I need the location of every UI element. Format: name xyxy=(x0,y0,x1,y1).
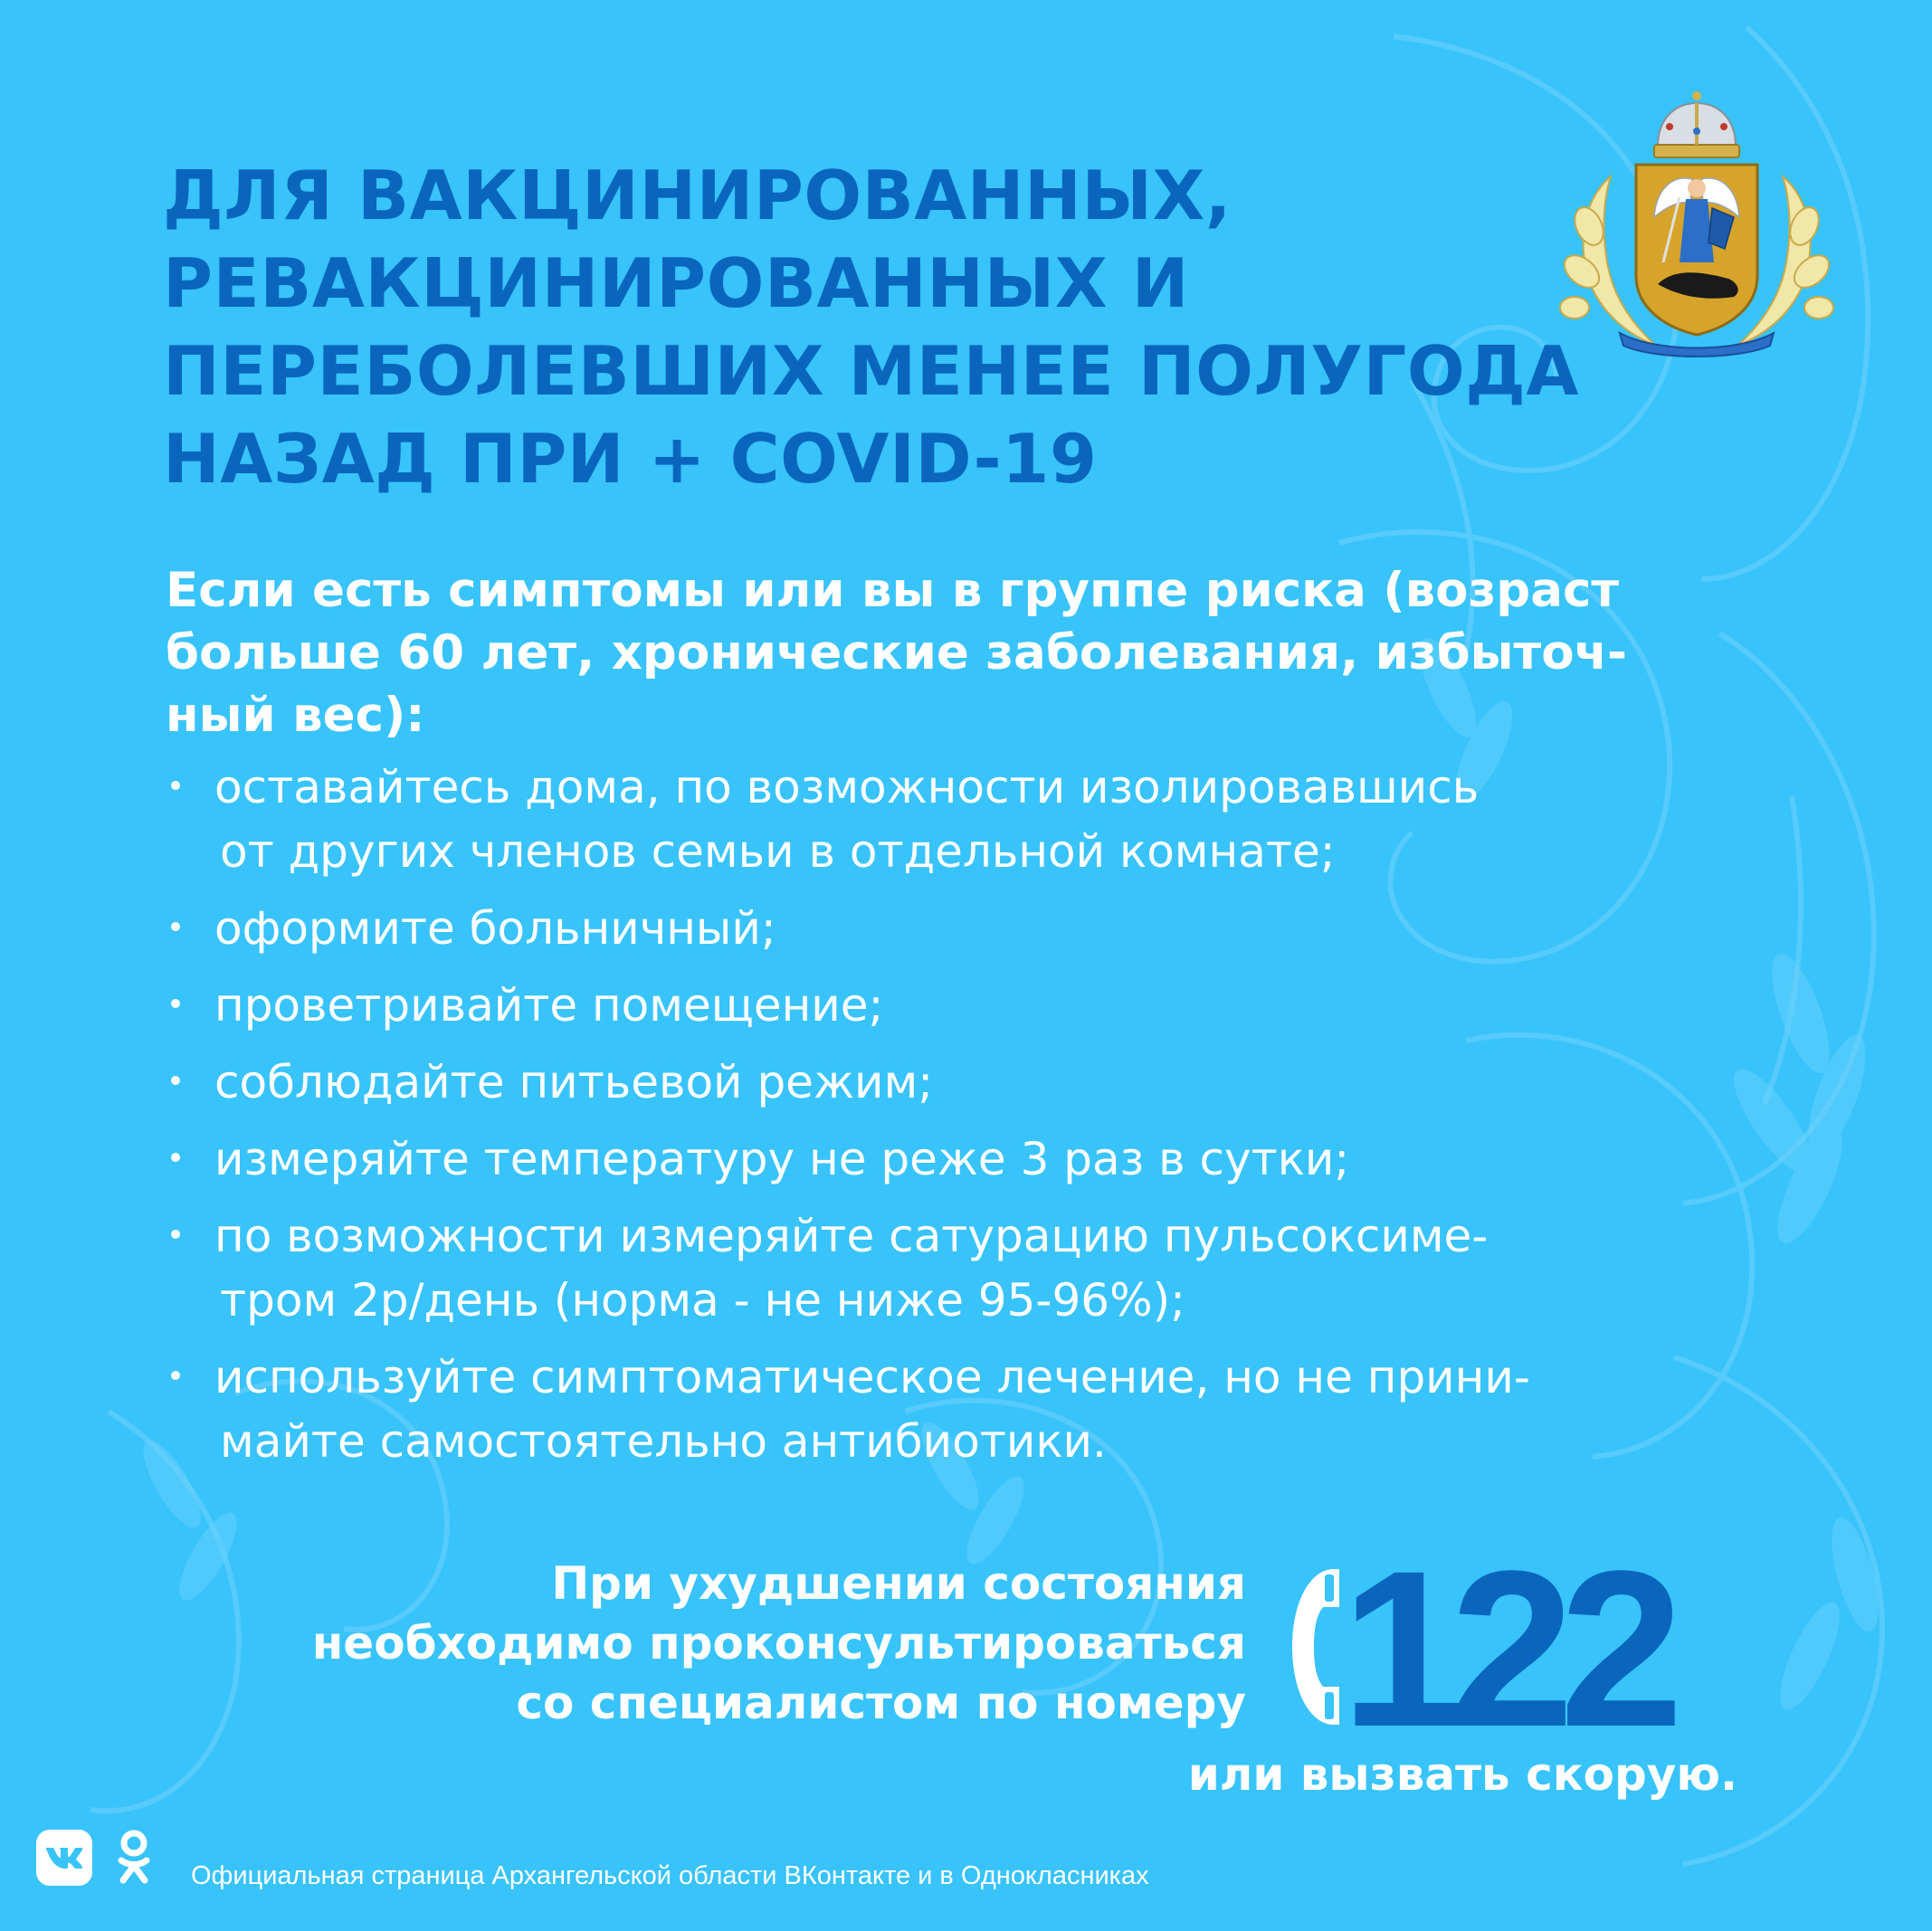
list-item-text: тром 2р/день (норма - не ниже 95-96%); xyxy=(220,1274,1185,1327)
bullet-dot-icon xyxy=(171,1371,180,1380)
consult-line: необходимо проконсультироваться xyxy=(311,1617,1246,1669)
list-item xyxy=(166,1204,1794,1333)
bullet-dot-icon xyxy=(171,1230,180,1239)
list-item-text: измеряйте температуру не реже 3 раз в сутки; xyxy=(214,1133,1350,1185)
vk-icon[interactable] xyxy=(36,1830,92,1886)
title-line: ПЕРЕБОЛЕВШИХ МЕНЕЕ ПОЛУГОДА xyxy=(163,331,1579,411)
bullet-dot-icon xyxy=(171,1076,180,1085)
list-item-text: проветривайте помещение; xyxy=(214,979,884,1032)
list-item xyxy=(166,1346,1794,1474)
list-item-text: по возможности измеряйте сатурацию пульсоксиме- xyxy=(214,1210,1489,1262)
vk-logo-glyph xyxy=(44,1845,84,1870)
bullet-dot-icon xyxy=(171,781,180,790)
list-item-text: от других членов семьи в отдельной комнате; xyxy=(220,825,1336,878)
list-item-text: оставайтесь дома, по возможности изолировавшись xyxy=(214,761,1480,813)
bullet-dot-icon xyxy=(171,1153,180,1162)
hotline-number[interactable]: 122 xyxy=(1341,1525,1670,1774)
recommendations-list xyxy=(166,756,1794,1487)
list-item-text: майте самостоятельно антибиотики. xyxy=(220,1415,1107,1468)
list-item xyxy=(166,1127,1794,1192)
list-item xyxy=(166,1051,1794,1115)
title-line: РЕВАКЦИНИРОВАННЫХ И xyxy=(163,243,1189,323)
consult-line: со специалистом по номеру xyxy=(516,1677,1246,1729)
list-item-text: соблюдайте питьевой режим; xyxy=(214,1056,934,1108)
bullet-dot-icon xyxy=(171,922,180,931)
title-line: ДЛЯ ВАКЦИНИРОВАННЫХ, xyxy=(163,156,1232,235)
arkhangelsk-oblast-coat-of-arms-icon xyxy=(1556,90,1837,362)
list-item-text: оформите больничный; xyxy=(214,902,776,955)
list-item xyxy=(166,974,1794,1038)
title-line: НАЗАД ПРИ + COVID-19 xyxy=(163,419,1098,499)
phone-handset-icon xyxy=(1283,1565,1343,1728)
intro-line: ный вес): xyxy=(166,688,425,743)
list-item xyxy=(166,897,1794,961)
poster-title xyxy=(163,152,1579,503)
risk-group-intro xyxy=(166,559,1722,747)
footer-caption: Официальная страница Архангельской области ВКонтакте и в Однокласниках xyxy=(191,1861,1149,1890)
list-item xyxy=(166,756,1794,884)
intro-line: больше 60 лет, хронические заболевания, избыточ- xyxy=(166,625,1628,680)
social-links xyxy=(36,1830,152,1886)
list-item-text: используйте симптоматическое лечение, но не прини- xyxy=(214,1351,1530,1403)
consult-message xyxy=(160,1554,1246,1733)
bullet-dot-icon xyxy=(171,999,180,1008)
call-ambulance-text: или вызвать скорую. xyxy=(1187,1748,1737,1801)
intro-line: Если есть симптомы или вы в группе риска (возраст xyxy=(166,563,1620,618)
odnoklassniki-icon[interactable] xyxy=(116,1830,152,1886)
consult-line: При ухудшении состояния xyxy=(551,1557,1246,1610)
